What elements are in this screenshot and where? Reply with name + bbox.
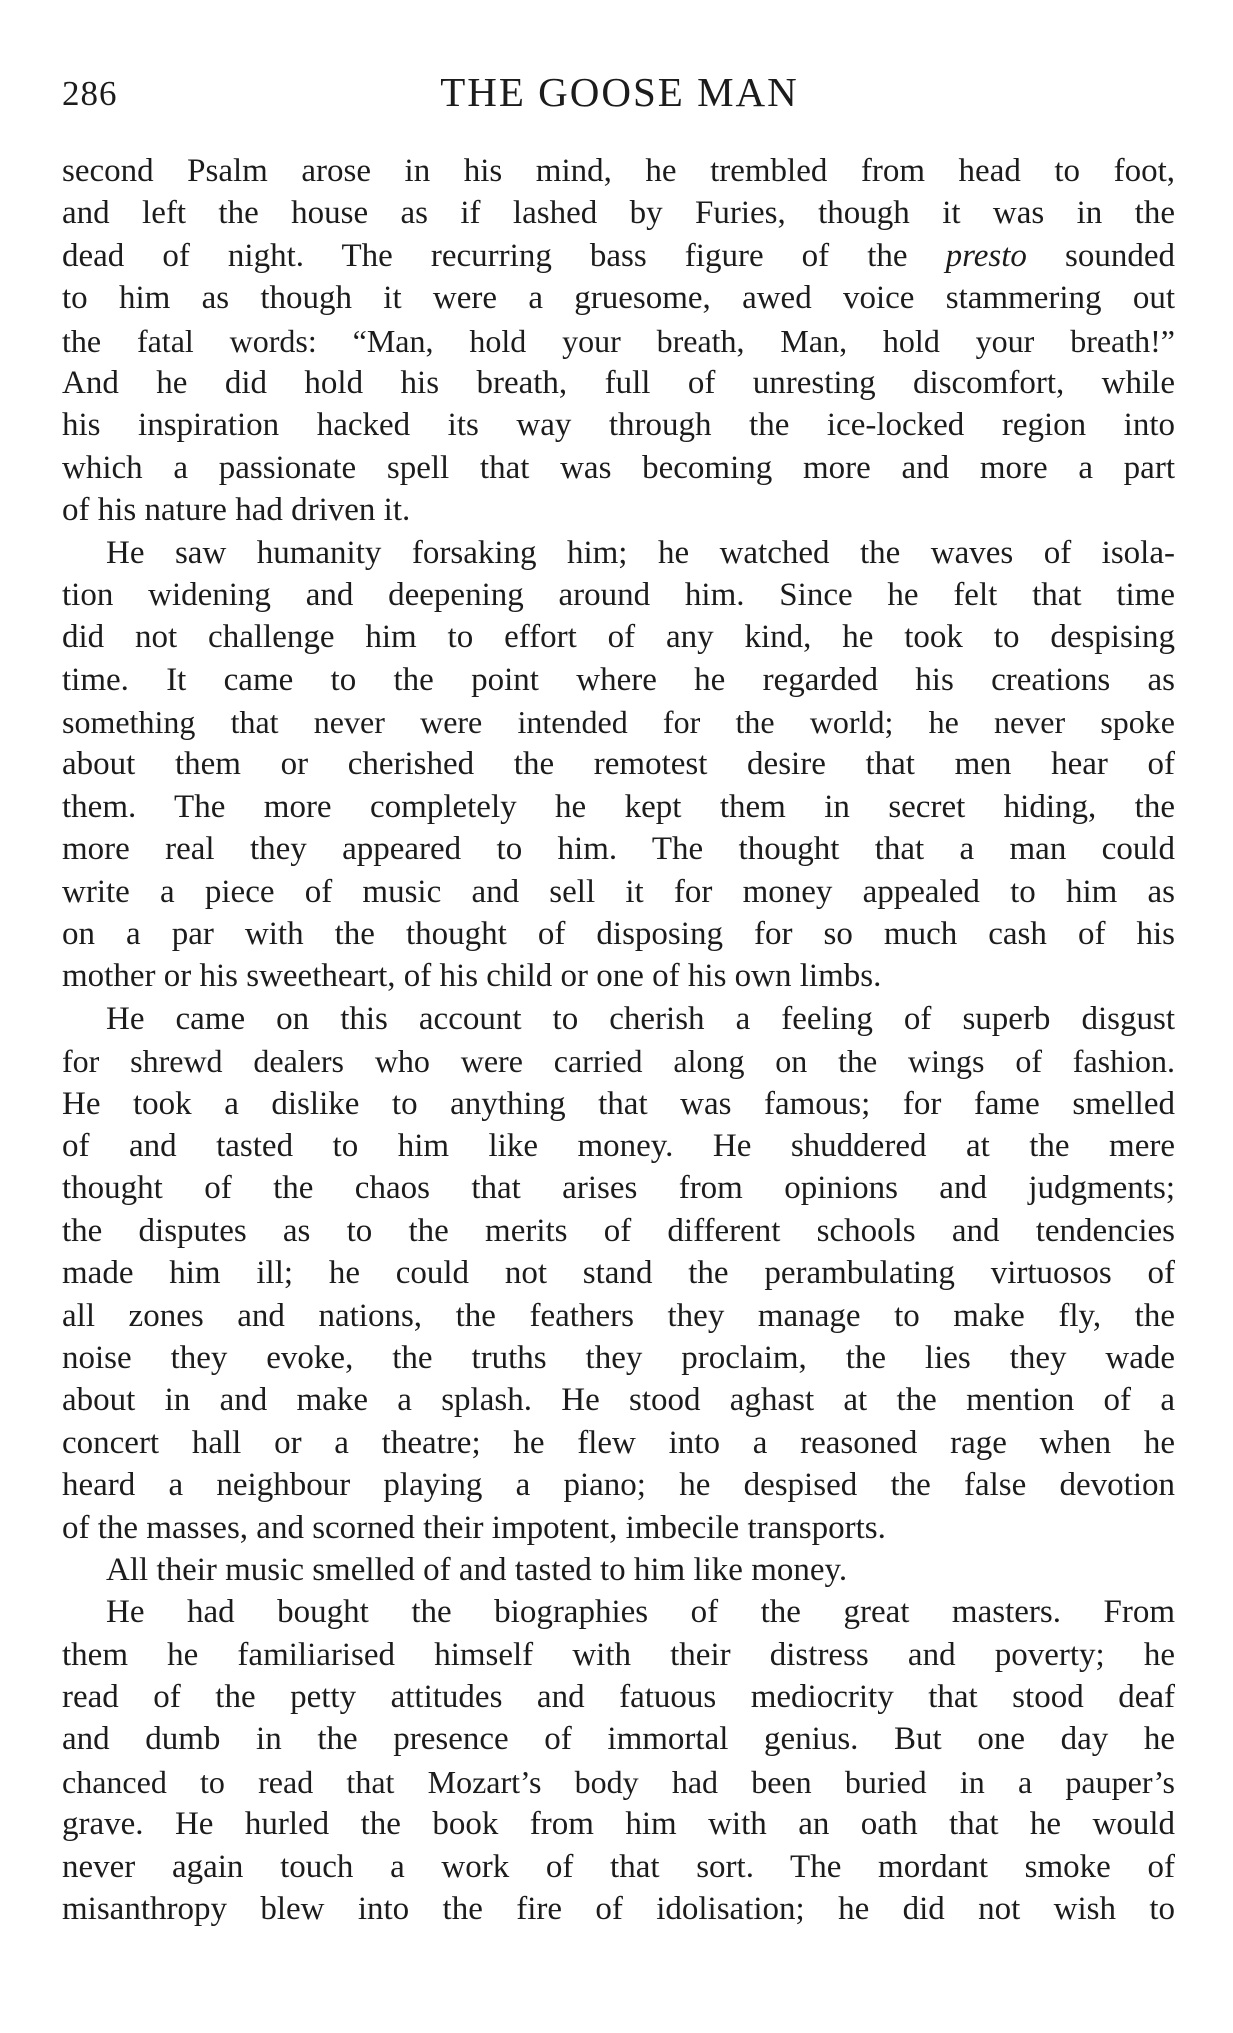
text-line: on a par with the thought of disposing for so much cash of his — [62, 916, 1175, 953]
text-line: He saw humanity forsaking him; he watched the waves of isola- — [106, 534, 1175, 571]
text-line: never again touch a work of that sort. The mordant smoke of — [62, 1848, 1175, 1885]
text-line: all zones and nations, the feathers they manage to make fly, the — [62, 1297, 1175, 1334]
text-line: second Psalm arose in his mind, he trembled from head to foot, — [62, 153, 1175, 189]
text-line-with-italic — [62, 235, 1175, 277]
book-title: THE GOOSE MAN — [440, 69, 799, 115]
text-line: for shrewd dealers who were carried along on the wings of fashion. — [62, 1043, 1175, 1080]
text-line: grave. He hurled the book from him with an oath that he would — [62, 1806, 1175, 1843]
text-line: read of the petty attitudes and fatuous mediocrity that stood deaf — [62, 1679, 1175, 1716]
page-number: 286 — [62, 74, 118, 113]
running-head — [62, 68, 1177, 128]
text-line: and dumb in the presence of immortal genius. But one day he — [62, 1721, 1175, 1758]
text-line: of his nature had driven it. — [62, 492, 411, 529]
text-line: about them or cherished the remotest desire that men hear of — [62, 746, 1175, 783]
text-line: the fatal words: “Man, hold your breath, Man, hold your breath!” — [62, 322, 1175, 359]
text-line: his inspiration hacked its way through the ice-locked region into — [62, 407, 1175, 444]
text-line: which a passionate spell that was becoming more and more a part — [62, 449, 1175, 486]
text-line: heard a neighbour playing a piano; he despised the false devotion — [62, 1467, 1175, 1504]
text-line: And he did hold his breath, full of unresting discomfort, while — [62, 364, 1175, 401]
italic-term: presto — [945, 237, 1027, 274]
text-line: He took a dislike to anything that was famous; for fame smelled — [62, 1085, 1175, 1122]
text-line: time. It came to the point where he regarded his creations as — [62, 661, 1175, 698]
body-text — [62, 150, 1175, 1930]
text-line: did not challenge him to effort of any kind, he took to despising — [62, 619, 1175, 656]
text-line: something that never were intended for the world; he never spoke — [62, 704, 1175, 741]
text-line: chanced to read that Mozart’s body had been buried in a pauper’s — [62, 1763, 1175, 1800]
text-line: the disputes as to the merits of different schools and tendencies — [62, 1212, 1175, 1249]
text-line: All their music smelled of and tasted to him like money. — [106, 1551, 848, 1588]
text-line: mother or his sweetheart, of his child or one of his own limbs. — [62, 958, 882, 995]
text-line: of the masses, and scorned their impotent, imbecile transports. — [62, 1509, 886, 1546]
text-line: them he familiarised himself with their distress and poverty; he — [62, 1636, 1175, 1673]
text-line: He had bought the biographies of the great masters. From — [106, 1594, 1175, 1631]
text-line: concert hall or a theatre; he flew into a reasoned rage when he — [62, 1424, 1175, 1461]
text-line: about in and make a splash. He stood aghast at the mention of a — [62, 1382, 1175, 1419]
text-line: made him ill; he could not stand the perambulating virtuosos of — [62, 1255, 1175, 1292]
text-line: thought of the chaos that arises from opinions and judgments; — [62, 1170, 1175, 1207]
text-line: of and tasted to him like money. He shuddered at the mere — [62, 1127, 1175, 1164]
text-fragment: dead of night. The recurring bass figure of the — [62, 237, 946, 274]
text-line: misanthropy blew into the fire of idolisation; he did not wish to — [62, 1891, 1175, 1928]
text-line: to him as though it were a gruesome, awed voice stammering out — [62, 280, 1175, 317]
text-fragment: sounded — [1026, 237, 1175, 274]
text-line: noise they evoke, the truths they proclaim, the lies they wade — [62, 1339, 1175, 1376]
text-line: He came on this account to cherish a feeling of superb disgust — [106, 1000, 1175, 1037]
text-line: more real they appeared to him. The thought that a man could — [62, 831, 1175, 868]
text-line: them. The more completely he kept them in secret hiding, the — [62, 788, 1175, 825]
text-line: write a piece of music and sell it for money appealed to him as — [62, 873, 1175, 910]
text-line: tion widening and deepening around him. Since he felt that time — [62, 576, 1175, 613]
text-line: and left the house as if lashed by Furies, though it was in the — [62, 195, 1175, 232]
